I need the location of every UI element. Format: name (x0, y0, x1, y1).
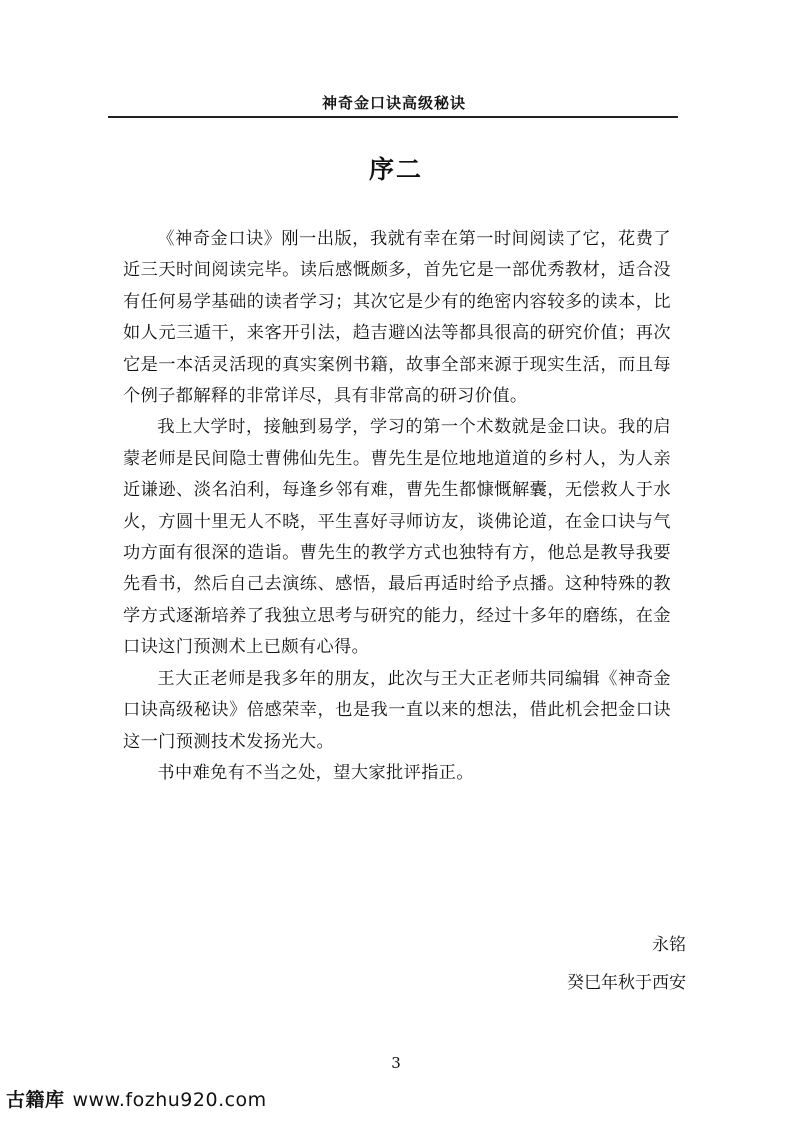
paragraph-3: 王大正老师是我多年的朋友，此次与王大正老师共同编辑《神奇金口诀高级秘诀》倍感荣幸，也是我一直以来的想法，借此机会把金口诀这一门预测技术发扬光大。 (123, 668, 671, 752)
page-number: 3 (391, 1054, 401, 1072)
watermark-url: www.fozhu920.com (72, 1089, 267, 1111)
signature-date-place: 癸巳年秋于西安 (567, 973, 686, 993)
page-title: 序二 (368, 155, 423, 184)
watermark (6, 1085, 267, 1112)
body-text (123, 224, 671, 789)
paragraph-1: 《神奇金口诀》刚一出版，我就有幸在第一时间阅读了它，花费了近三天时间阅读完毕。读后感慨颇多，首先它是一部优秀教材，适合没有任何易学基础的读者学习；其次它是少有的绝密内容较多的读本，比如人元三遁干，来客开引法，趋吉避凶法等都具很高的研究价值；再次它是一本活灵活现的真实案例书籍，故事全部来源于现实生活，而且每个例子都解释的非常详尽，具有非常高的研习价值。 (123, 229, 671, 407)
signature-author: 永铭 (652, 935, 686, 955)
running-header: 神奇金口诀高级秘诀 (321, 94, 466, 112)
header-rule (108, 116, 678, 118)
paragraph-2: 我上大学时，接触到易学，学习的第一个术数就是金口诀。我的启蒙老师是民间隐士曹佛仙先生。曹先生是位地地道道的乡村人，为人亲近谦逊、淡名泊利，每逢乡邻有难，曹先生都慷慨解囊，无偿救人于水火，方圆十里无人不晓，平生喜好寻师访友，谈佛论道，在金口诀与气功方面有很深的造诣。曹先生的教学方式也独特有方，他总是教导我要先看书，然后自己去演练、感悟，最后再适时给予点播。这种特殊的教学方式逐渐培养了我独立思考与研究的能力，经过十多年的磨练，在金口诀这门预测术上已颇有心得。 (123, 417, 671, 658)
signature-block (567, 926, 686, 1002)
watermark-brand: 古籍库 (6, 1089, 65, 1111)
paragraph-4: 书中难免有不当之处，望大家批评指正。 (157, 762, 474, 783)
